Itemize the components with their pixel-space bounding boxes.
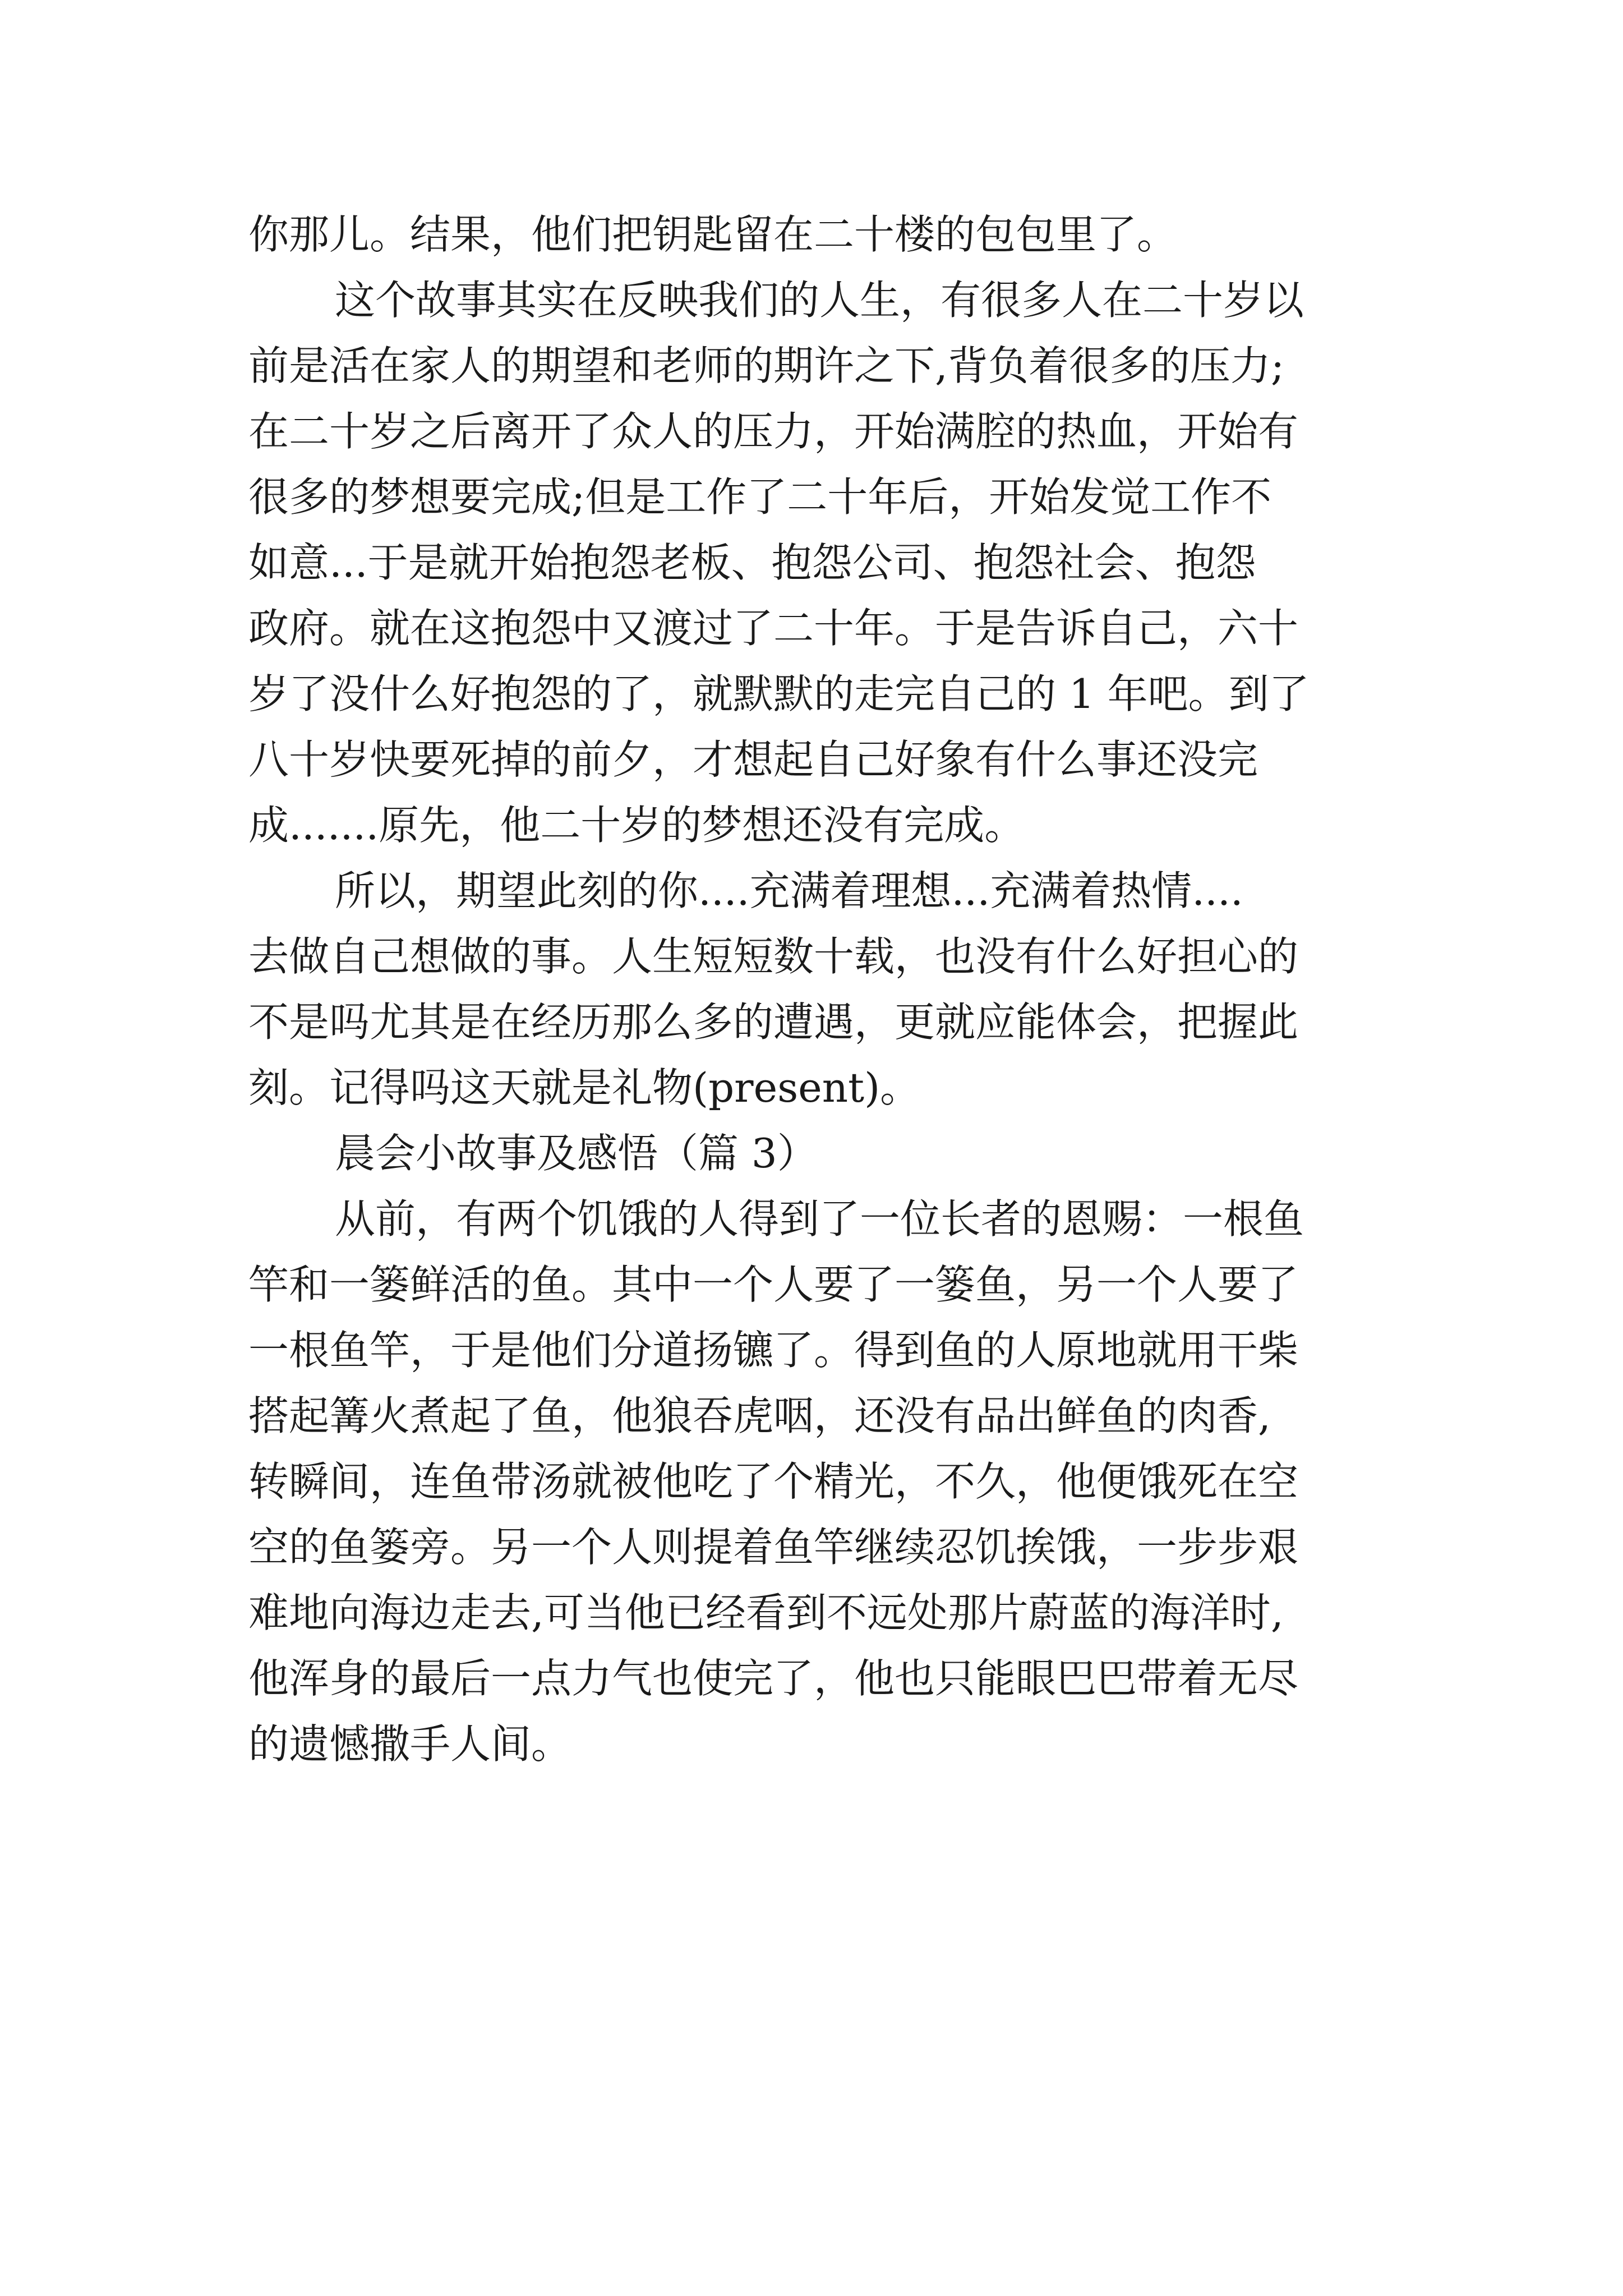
text-line: 刻。记得吗这天就是礼物(present)。 (248, 1064, 921, 1111)
text-line: 一根鱼竿，于是他们分道扬镳了。得到鱼的人原地就用干柴 (248, 1327, 1299, 1374)
section-heading: 晨会小故事及感悟（篇 3） (335, 1130, 818, 1177)
text-line: 空的鱼篓旁。另一个人则提着鱼竿继续忍饥挨饿，一步步艰 (248, 1524, 1299, 1571)
text-line: 去做自己想做的事。人生短短数十载，也没有什么好担心的 (248, 933, 1299, 980)
paragraph-start-line: 所以，期望此刻的你....充满着理想...充满着热情.... (335, 867, 1243, 914)
text-line: 转瞬间，连鱼带汤就被他吃了个精光，不久，他便饿死在空 (248, 1458, 1299, 1505)
text-line: 的遗憾撒手人间。 (248, 1720, 572, 1768)
paragraph-start-line: 从前，有两个饥饿的人得到了一位长者的恩赐：一根鱼 (335, 1195, 1304, 1243)
text-line: 你那儿。结果，他们把钥匙留在二十楼的包包里了。 (248, 211, 1178, 258)
text-line: 八十岁快要死掉的前夕，才想起自己好象有什么事还没完 (248, 736, 1258, 783)
text-line: 岁了没什么好抱怨的了，就默默的走完自己的 1 年吧。到了 (248, 670, 1310, 717)
document-body (248, 202, 1376, 1777)
text-line: 如意...于是就开始抱怨老板、抱怨公司、抱怨社会、抱怨 (248, 539, 1256, 586)
text-line: 竿和一篓鲜活的鱼。其中一个人要了一篓鱼，另一个人要了 (248, 1261, 1299, 1308)
text-line: 在二十岁之后离开了众人的压力，开始满腔的热血，开始有 (248, 408, 1299, 455)
text-line: 搭起篝火煮起了鱼，他狼吞虎咽，还没有品出鲜鱼的肉香, (248, 1392, 1271, 1439)
text-line: 不是吗尤其是在经历那么多的遭遇，更就应能体会，把握此 (248, 999, 1299, 1046)
text-line: 他浑身的最后一点力气也使完了，他也只能眼巴巴带着无尽 (248, 1655, 1299, 1702)
text-line: 前是活在家人的期望和老师的期许之下,背负着很多的压力; (248, 342, 1285, 389)
text-line: 政府。就在这抱怨中又渡过了二十年。于是告诉自己，六十 (248, 605, 1299, 652)
text-line: 很多的梦想要完成;但是工作了二十年后，开始发觉工作不 (248, 473, 1272, 521)
text-line: 成.......原先，他二十岁的梦想还没有完成。 (248, 802, 1025, 849)
paragraph-start-line: 这个故事其实在反映我们的人生，有很多人在二十岁以 (335, 277, 1304, 324)
text-line: 难地向海边走去,可当他已经看到不远处那片蔚蓝的海洋时, (248, 1589, 1284, 1636)
